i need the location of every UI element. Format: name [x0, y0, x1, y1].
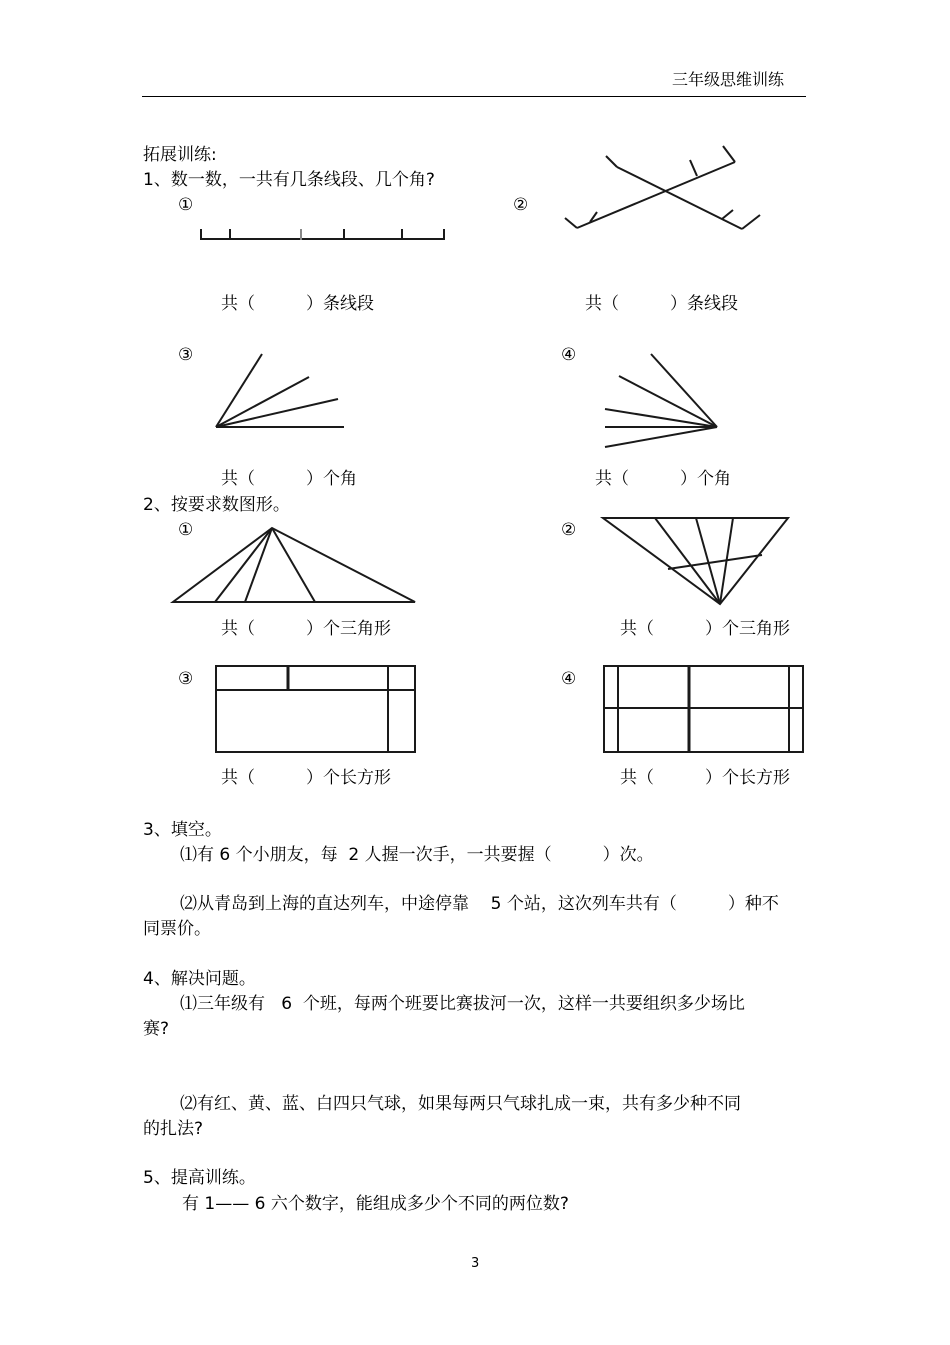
q1-figure-1-segments	[195, 225, 450, 245]
q2-answer-4: 共（ ）个长方形	[620, 768, 790, 788]
header-title: 三年级思维训练	[672, 70, 785, 89]
q1-label-4: ④	[561, 345, 577, 365]
q3-title: 3、填空。	[143, 820, 222, 840]
section-title: 拓展训练:	[143, 145, 217, 165]
q3-item-2-line-2: 同票价。	[143, 919, 211, 939]
q1-answer-4: 共（ ）个角	[595, 469, 731, 489]
q2-label-4: ④	[561, 669, 577, 689]
page-number: 3	[471, 1256, 480, 1271]
q2-label-1: ①	[178, 520, 194, 540]
q4-item-2-line-2: 的扎法?	[143, 1119, 204, 1139]
q4-title: 4、解决问题。	[143, 969, 256, 989]
q4-item-1-line-1: ⑴三年级有 6 个班，每两个班要比赛拔河一次，这样一共要组织多少场比	[180, 994, 745, 1014]
q3-item-2-line-1: ⑵从青岛到上海的直达列车，中途停靠 5 个站，这次列车共有（ ）种不	[180, 894, 779, 914]
q2-label-2: ②	[561, 520, 577, 540]
q2-label-3: ③	[178, 669, 194, 689]
q1-figure-4-angle-fan	[600, 350, 725, 435]
q1-figure-3-angle-fan	[210, 350, 350, 435]
q1-figure-2-crossed-lines	[555, 140, 770, 240]
q2-figure-4-rectangles	[598, 660, 810, 758]
q1-answer-2: 共（ ）条线段	[585, 294, 738, 314]
q1-label-3: ③	[178, 345, 194, 365]
q2-answer-2: 共（ ）个三角形	[620, 619, 790, 639]
q3-item-1: ⑴有 6 个小朋友，每 2 人握一次手，一共要握（ ）次。	[180, 845, 654, 865]
q1-answer-1: 共（ ）条线段	[221, 294, 374, 314]
q5-item-1: 有 1—— 6 六个数字，能组成多少个不同的两位数?	[182, 1194, 569, 1214]
q2-answer-3: 共（ ）个长方形	[221, 768, 391, 788]
q5-title: 5、提高训练。	[143, 1168, 256, 1188]
header-rule	[142, 96, 806, 97]
q2-figure-3-rectangles	[210, 660, 422, 758]
q1-title: 1、数一数，一共有几条线段、几个角?	[143, 170, 435, 190]
q4-item-1-line-2: 赛?	[143, 1019, 170, 1039]
q2-figure-2-triangles	[595, 510, 795, 610]
q2-figure-1-triangles	[165, 520, 425, 610]
q1-label-1: ①	[178, 195, 194, 215]
q2-answer-1: 共（ ）个三角形	[221, 619, 391, 639]
q4-item-2-line-1: ⑵有红、黄、蓝、白四只气球，如果每两只气球扎成一束，共有多少种不同	[180, 1094, 741, 1114]
q2-title: 2、按要求数图形。	[143, 495, 290, 515]
q1-label-2: ②	[513, 195, 529, 215]
q1-answer-3: 共（ ）个角	[221, 469, 357, 489]
